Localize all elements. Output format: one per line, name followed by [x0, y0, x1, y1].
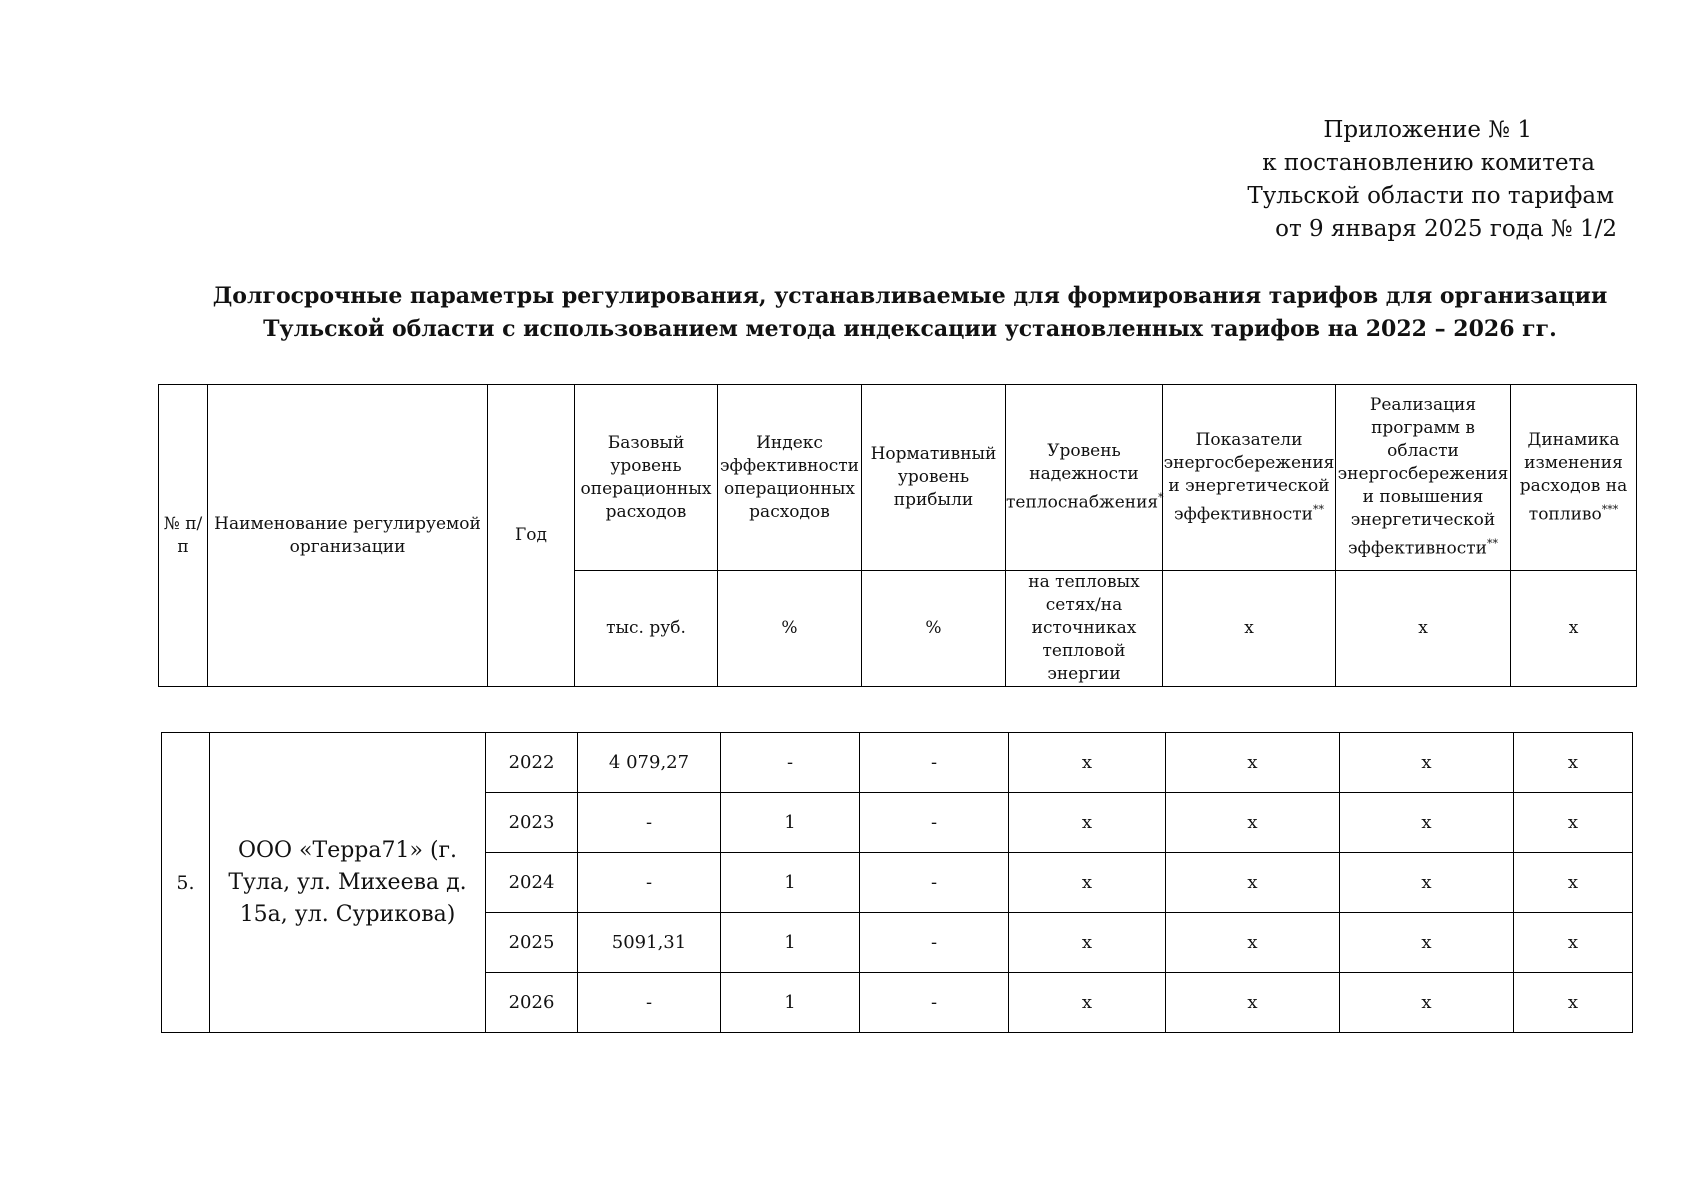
org-name: ООО «Терра71» (г. Тула, ул. Михеева д. 15а, ул. Сурикова) — [210, 733, 486, 1033]
org-number: 5. — [162, 733, 210, 1033]
cell-fuel: x — [1514, 733, 1633, 793]
cell-programs: x — [1340, 733, 1514, 793]
header-programs-mark: ** — [1486, 537, 1498, 551]
unit-reliability: на тепловых сетях/на источниках тепловой энергии — [1006, 571, 1163, 687]
cell-efficiency-index: 1 — [721, 793, 860, 853]
cell-reliability: x — [1009, 973, 1166, 1033]
cell-energy-saving: x — [1166, 973, 1340, 1033]
cell-reliability: x — [1009, 793, 1166, 853]
title-line-2: Тульской области с использованием метода индексации установленных тарифов на 2022 – 2026 гг. — [263, 316, 1557, 342]
cell-reliability: x — [1009, 853, 1166, 913]
cell-energy-saving: x — [1166, 793, 1340, 853]
unit-programs: x — [1336, 571, 1511, 687]
header-org-name: Наименование регулируемой организации — [208, 385, 488, 687]
cell-energy-saving: x — [1166, 913, 1340, 973]
cell-reliability: x — [1009, 733, 1166, 793]
cell-base-opex: - — [578, 973, 721, 1033]
header-reliability-mark: * — [1158, 491, 1164, 505]
cell-programs: x — [1340, 853, 1514, 913]
header-energy-saving — [1163, 385, 1336, 571]
header-normative-profit: Нормативный уровень прибыли — [862, 385, 1006, 571]
cell-base-opex: 4 079,27 — [578, 733, 721, 793]
header-energy-saving-text: Показатели энергосбережения и энергетической эффективности — [1163, 429, 1335, 525]
header-reliability — [1006, 385, 1163, 571]
cell-fuel: x — [1514, 913, 1633, 973]
header-table — [158, 384, 1637, 687]
cell-normative-profit: - — [860, 973, 1009, 1033]
cell-efficiency-index: 1 — [721, 913, 860, 973]
cell-year: 2024 — [486, 853, 578, 913]
cell-efficiency-index: 1 — [721, 973, 860, 1033]
cell-year: 2025 — [486, 913, 578, 973]
unit-normative-profit: % — [862, 571, 1006, 687]
header-reliability-text: Уровень надежности теплоснабжения — [1006, 441, 1159, 513]
appendix-line-3: Тульской области по тарифам — [1247, 183, 1614, 209]
cell-base-opex: - — [578, 853, 721, 913]
cell-normative-profit: - — [860, 733, 1009, 793]
cell-energy-saving: x — [1166, 733, 1340, 793]
header-year: Год — [488, 385, 575, 687]
cell-energy-saving: x — [1166, 853, 1340, 913]
unit-base-opex: тыс. руб. — [575, 571, 718, 687]
unit-efficiency-index: % — [718, 571, 862, 687]
header-num: № п/п — [159, 385, 208, 687]
cell-base-opex: - — [578, 793, 721, 853]
header-fuel — [1511, 385, 1637, 571]
cell-efficiency-index: - — [721, 733, 860, 793]
cell-efficiency-index: 1 — [721, 853, 860, 913]
data-table — [161, 732, 1633, 1033]
appendix-line-4: от 9 января 2025 года № 1/2 — [1275, 216, 1617, 242]
cell-normative-profit: - — [860, 793, 1009, 853]
cell-fuel: x — [1514, 973, 1633, 1033]
appendix-line-2: к постановлению комитета — [1262, 150, 1595, 176]
cell-programs: x — [1340, 973, 1514, 1033]
cell-fuel: x — [1514, 793, 1633, 853]
cell-base-opex: 5091,31 — [578, 913, 721, 973]
header-fuel-text: Динамика изменения расходов на топливо — [1519, 429, 1628, 525]
unit-energy-saving: x — [1163, 571, 1336, 687]
unit-fuel: x — [1511, 571, 1637, 687]
document-title — [140, 280, 1680, 346]
appendix-line-1: Приложение № 1 — [1323, 117, 1532, 143]
table-row — [162, 733, 1633, 793]
header-programs-text: Реализация программ в области энергосбережения и повышения энергетической эффективности — [1337, 395, 1509, 559]
cell-fuel: x — [1514, 853, 1633, 913]
header-base-opex: Базовый уровень операционных расходов — [575, 385, 718, 571]
cell-year: 2022 — [486, 733, 578, 793]
title-line-1: Долгосрочные параметры регулирования, устанавливаемые для формирования тарифов для организации — [212, 283, 1608, 309]
cell-reliability: x — [1009, 913, 1166, 973]
cell-year: 2023 — [486, 793, 578, 853]
header-fuel-mark: *** — [1601, 502, 1619, 516]
appendix-block — [1197, 114, 1617, 246]
cell-programs: x — [1340, 793, 1514, 853]
header-efficiency-index: Индекс эффективности операционных расходов — [718, 385, 862, 571]
cell-normative-profit: - — [860, 913, 1009, 973]
cell-programs: x — [1340, 913, 1514, 973]
cell-normative-profit: - — [860, 853, 1009, 913]
header-energy-saving-mark: ** — [1312, 502, 1324, 516]
header-programs — [1336, 385, 1511, 571]
cell-year: 2026 — [486, 973, 578, 1033]
